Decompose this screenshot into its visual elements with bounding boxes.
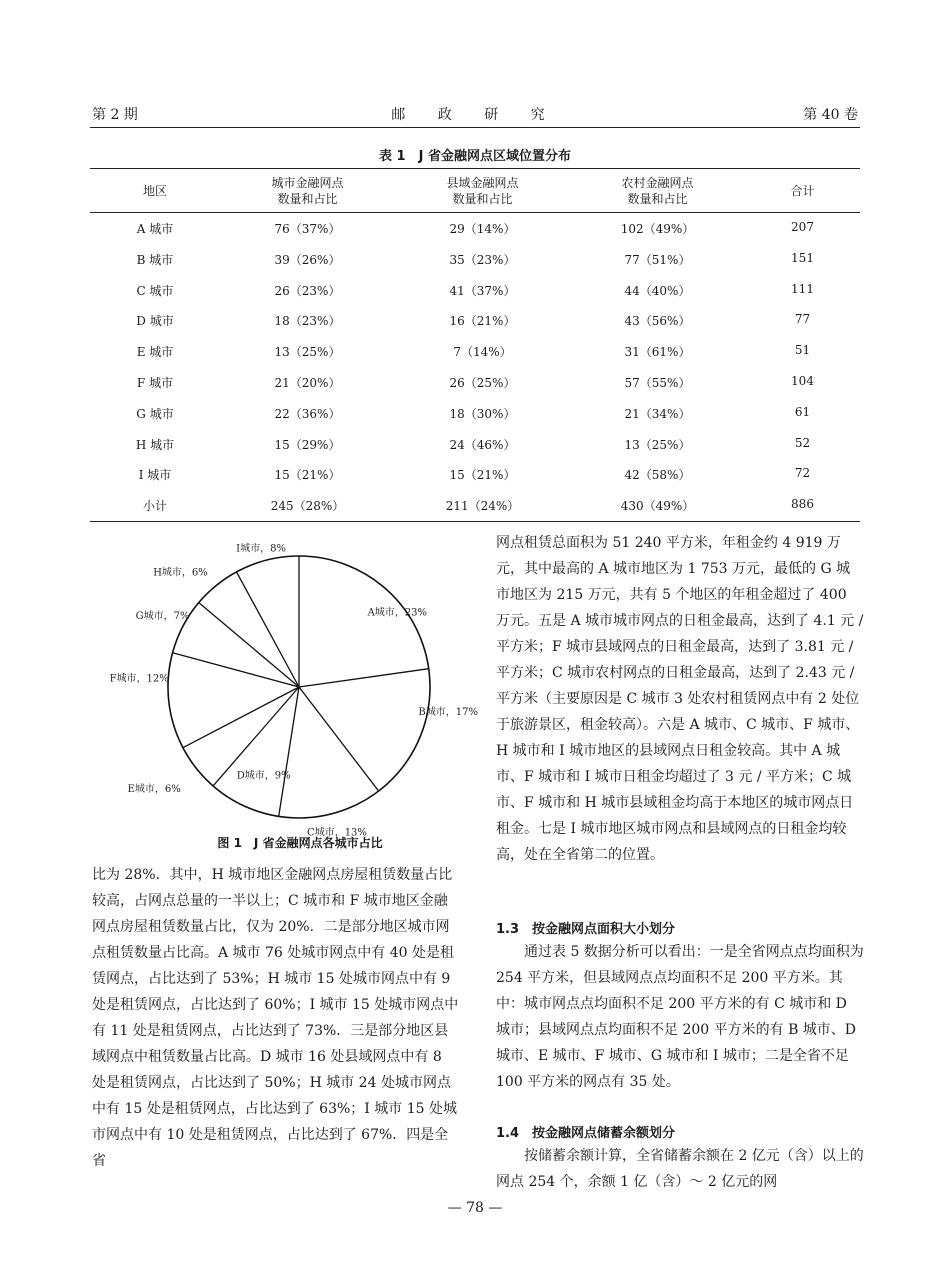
table-row [90,436,860,466]
table-cell: 430（49%） [620,499,695,514]
table-row [90,405,860,435]
table-cell: 13（25%） [624,437,691,452]
pie-slice-label: D城市，9% [236,770,291,782]
table-row [90,282,860,312]
pie-slice-label: E城市，6% [127,783,181,795]
table-cell: 111 [791,281,814,296]
table-cell: G 城市 [136,406,174,421]
table-cell: 102（49%） [620,222,695,236]
table-cell: H 城市 [135,437,175,452]
table-cell: 245（28%） [270,499,345,514]
table-subtotal-row [90,497,860,527]
table-cell: B 城市 [136,252,174,267]
table-cell: A 城市 [136,222,174,236]
table-cell: 207 [791,220,814,234]
figure-caption: 图 1 J 省金融网点各城市占比 [217,836,383,850]
table-cell: 小计 [142,499,167,514]
table-cell: 7（14%） [453,345,512,360]
table-cell: 61 [794,404,811,419]
section-heading-1-4: 1.4 按金融网点储蓄余额划分 [496,1126,676,1141]
table-cell: 886 [791,497,814,512]
table-cell: 72 [794,466,811,481]
running-header-issue: 第 2 期 [92,107,138,123]
table-cell: 35（23%） [449,252,516,267]
pie-slice-label: H城市，6% [153,567,208,579]
page-number: — 78 — [447,1200,503,1216]
header-rule [90,127,860,128]
column-header: 城市金融网点 数量和占比 [271,176,344,206]
body-paragraph-right-3: 按储蓄余额计算，全省储蓄余额在 2 亿元（含）以上的网点 254 个，余额 1 亿（含）～ 2 亿元的网 [496,1148,864,1190]
table-cell: C 城市 [136,283,174,298]
pie-slice-label: A城市，23% [367,607,428,619]
pie-slice-label: G城市，7% [135,611,190,622]
pie-chart [90,530,510,839]
table-cell: 31（61%） [624,345,691,360]
running-header-journal: 邮 政 研 究 [391,107,559,123]
table-cell: 41（37%） [449,283,516,298]
table-row [90,343,860,373]
table-cell: 21（20%） [274,376,341,390]
table-cell: 18（23%） [274,314,341,329]
table-cell: 15（29%） [274,437,341,452]
table-cell: 29（14%） [449,222,516,236]
table-cell: 16（21%） [449,314,516,329]
section-heading-1-3: 1.3 按金融网点面积大小划分 [496,922,676,937]
table-row [90,251,860,281]
table-cell: 26（23%） [274,283,341,298]
body-paragraph-right-1: 网点租赁总面积为 51 240 平方米，年租金约 4 919 万元，其中最高的 A 城市地区为 1 753 万元，最低的 G 城市地区为 215 万元，共有 5 个地区的年租金超过了 400 万元。五是 A 城市城市网点的日租金最高，达到了 4.1 元 / 平方米；F 城市县域网点的日租金最高，达到了 3.81 元 / 平方米；C 城市农村网点的日租金最高，达到了 2.43 元 / 平方米（主要原因是 C 城市 3 处农村租赁网点中有 2 处位于旅游景区，租金较高）。六是 A 城市、C 城市、F 城市、H 城市和 I 城市地区的县域网点日租金较高。其中 A 城市、F 城市和 I 城市日租金均超过了 3 元 / 平方米；C 城市、F 城市和 H 城市县域租金均高于本地区的城市网点日租金。七是 I 城市地区城市网点和县域网点的日租金均较高，处在全省第二的位置。 [496,535,864,863]
table-cell: F 城市 [136,376,174,390]
table-header-rule [90,212,860,213]
table-cell: 44（40%） [624,283,691,298]
table-cell: 51 [794,343,811,358]
table-cell: 52 [794,435,811,450]
table-cell: 39（26%） [274,252,341,267]
column-header: 县域金融网点 数量和占比 [446,176,519,206]
table-cell: 42（58%） [624,468,691,483]
table-cell: 57（55%） [624,376,691,390]
table-cell: 21（34%） [624,406,691,421]
table-header-row [90,175,860,205]
pie-slice-label: C城市，13% [307,827,367,839]
table-title: 表 1 J 省金融网点区域位置分布 [379,149,571,164]
table-cell: 24（46%） [449,437,516,452]
pie-slice-label: F城市，12% [109,673,169,685]
table-cell: 77（51%） [624,252,691,267]
pie-slice-label: B城市，17% [418,706,478,718]
table-row [90,466,860,496]
table-row [90,220,860,250]
table-cell: E 城市 [136,345,174,360]
running-header-volume: 第 40 卷 [803,107,858,123]
table-row [90,312,860,342]
table-top-rule [90,168,860,169]
body-paragraph-left: 比为 28%．其中，H 城市地区金融网点房屋租赁数量占比较高，占网点总量的一半以上；C 城市和 F 城市地区金融网点房屋租赁数量占比，仅为 20%．二是部分地区城市网点租赁数量占比高。A 城市 76 处城市网点中有 40 处是租赁网点，占比达到了 53%；H 城市 15 处城市网点中有 9 处是租赁网点，占比达到了 60%；I 城市 15 处城市网点中有 11 处是租赁网点，占比达到了 73%．三是部分地区县域网点中租赁数量占比高。D 城市 16 处县域网点中有 8 处是租赁网点，占比达到了 50%；H 城市 24 处城市网点中有 15 处是租赁网点，占比达到了 63%；I 城市 15 处城市网点中有 10 处是租赁网点，占比达到了 67%．四是全省 [92,867,459,1169]
column-header: 合计 [790,184,815,198]
column-header: 农村金融网点 数量和占比 [621,176,694,206]
table-cell: 77 [794,312,811,327]
table-cell: 13（25%） [274,345,341,360]
table-cell: 43（56%） [624,314,691,329]
table-row [90,374,860,404]
table-cell: 211（24%） [445,499,520,514]
table-cell: I 城市 [138,468,172,483]
table-cell: 15（21%） [449,468,516,483]
table-cell: 104 [791,374,814,388]
table-cell: 22（36%） [274,406,341,421]
table-cell: D 城市 [136,314,174,329]
table-cell: 76（37%） [274,222,341,236]
table-cell: 15（21%） [274,468,341,483]
table-cell: 26（25%） [449,376,516,390]
pie-slice-label: I城市，8% [236,543,287,555]
table-cell: 18（30%） [449,406,516,421]
table-cell: 151 [791,250,814,265]
column-header: 地区 [142,184,167,198]
body-paragraph-right-2: 通过表 5 数据分析可以看出：一是全省网点点均面积为 254 平方米，但县域网点点均面积不足 200 平方米。其中：城市网点点均面积不足 200 平方米的有 C 城市和 D 城市；县域网点点均面积不足 200 平方米的有 B 城市、D 城市、E 城市、F 城市、G 城市和 I 城市；二是全省不足 100 平方米的网点有 35 处。 [496,944,864,1090]
